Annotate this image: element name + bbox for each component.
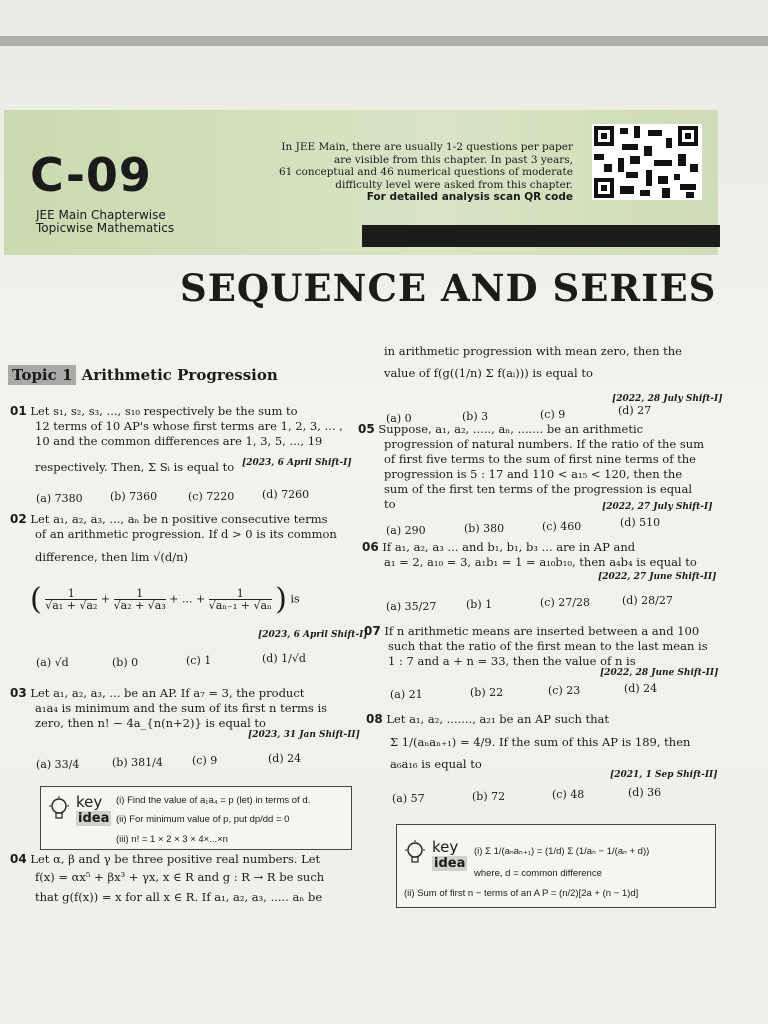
q02-option-d[interactable]: (d) 1/√d	[262, 652, 306, 665]
q08-option-d[interactable]: (d) 36	[628, 786, 662, 799]
q06-option-c[interactable]: (c) 27/28	[540, 596, 590, 609]
q08-option-a[interactable]: (a) 57	[392, 792, 425, 805]
q04-option-d[interactable]: (d) 27	[618, 404, 652, 417]
q05-option-d[interactable]: (d) 510	[620, 516, 661, 529]
q05-option-b[interactable]: (b) 380	[464, 522, 505, 535]
topic-name: Arithmetic Progression	[81, 366, 278, 384]
question-08-ref: [2021, 1 Sep Shift-II]	[610, 770, 718, 780]
q03-option-a[interactable]: (a) 33/4	[36, 758, 80, 771]
q05-option-c[interactable]: (c) 460	[542, 520, 582, 533]
qr-cta: For detailed analysis scan QR code	[366, 191, 573, 203]
question-06-ref: [2022, 27 June Shift-II]	[598, 572, 717, 582]
question-04-ref: [2022, 28 July Shift-I]	[612, 394, 723, 404]
q07-option-c[interactable]: (c) 23	[548, 684, 581, 697]
question-04-cont: in arithmetic progression with mean zero, then the value of f(g((1/n) Σ f(aᵢ))) is equal to	[384, 344, 682, 380]
key2-point-i: (i) Σ 1/(aₙaₙ₊₁) = (1/d) Σ (1/aₙ − 1/(aₙ + d))	[474, 846, 650, 857]
q02-option-b[interactable]: (b) 0	[112, 656, 139, 669]
book-subtitle: JEE Main Chapterwise Topicwise Mathematics	[36, 208, 175, 235]
question-02: 02 Let a₁, a₂, a₃, ..., aₙ be n positive consecutive terms of an arithmetic progression. If d > 0 is its common difference, then lim √(d/n)	[10, 512, 337, 564]
top-edge-shadow	[0, 36, 768, 46]
q07-option-a[interactable]: (a) 21	[390, 688, 423, 701]
question-03-ref: [2023, 31 Jan Shift-II]	[248, 730, 360, 740]
key-idea-label-1: key idea	[76, 793, 110, 826]
question-06: 06 If a₁, a₂, a₃ ... and b₁, b₁, b₃ ... are in AP and a₁ = 2, a₁₀ = 3, a₁b₁ = 1 = a₁₀b₁₀, then a₄b₄ is equal to	[362, 540, 697, 569]
question-05: 05 Suppose, a₁, a₂, ....., aₙ, ....... be an arithmetic progression of natural numbers. If the ratio of the sum of first five terms to the sum of first nine terms of the progression is 5 : 17 and 110 < a₁₅ < 120, then the sum of the first ten terms of the progression is equal to	[358, 422, 705, 511]
q06-option-a[interactable]: (a) 35/27	[386, 600, 437, 613]
q01-option-d[interactable]: (d) 7260	[262, 488, 310, 501]
q06-option-b[interactable]: (b) 1	[466, 598, 493, 611]
lightbulb-icon	[404, 840, 426, 866]
question-07-ref: [2022, 28 June Shift-II]	[600, 668, 719, 678]
topic-heading	[8, 366, 278, 384]
q01-option-c[interactable]: (c) 7220	[188, 490, 235, 503]
q07-option-b[interactable]: (b) 22	[470, 686, 504, 699]
q03-option-c[interactable]: (c) 9	[192, 754, 218, 767]
key1-point-iii: (iii) n! = 1 × 2 × 3 × 4×...×n	[116, 834, 228, 845]
key2-point-ii: (ii) Sum of first n − terms of an A P = (n/2)[2a + (n − 1)d]	[404, 888, 639, 899]
q08-option-c[interactable]: (c) 48	[552, 788, 585, 801]
question-01-stem: respectively. Then, Σ Sᵢ is equal to	[35, 460, 235, 474]
chapter-info: In JEE Main, there are usually 1-2 questions per paper are visible from this chapter. In past 3 years, 61 conceptual and 46 numerical questions of moderate difficulty level were asked from this chapter. For detailed analysis scan QR code	[278, 141, 573, 203]
q02-option-a[interactable]: (a) √d	[36, 656, 69, 669]
q06-option-d[interactable]: (d) 28/27	[622, 594, 673, 607]
chapter-code: C-09	[30, 148, 152, 202]
question-08: 08 Let a₁, a₂, ......., a₂₁ be an AP such that Σ 1/(aₙaₙ₊₁) = 4/9. If the sum of this AP is 189, then a₆a₁₆ is equal to	[366, 712, 691, 771]
q04-option-c[interactable]: (c) 9	[540, 408, 566, 421]
q01-option-a[interactable]: (a) 7380	[36, 492, 83, 505]
key-idea-label-2: key idea	[432, 838, 466, 871]
q01-option-b[interactable]: (b) 7360	[110, 490, 158, 503]
q04-option-a[interactable]: (a) 0	[386, 412, 412, 425]
topic-label: Topic 1	[8, 365, 76, 385]
q03-option-d[interactable]: (d) 24	[268, 752, 302, 765]
question-07: 07 If n arithmetic means are inserted between a and 100 such that the ratio of the first mean to the last mean is 1 : 7 and a + n = 33, then the value of n is	[364, 624, 708, 668]
question-03: 03 Let a₁, a₂, a₃, ... be an AP. If a₇ = 3, the product a₁a₄ is minimum and the sum of its first n terms is zero, then n! − 4a_{n(n+2)} is equal to	[10, 686, 328, 730]
q02-option-c[interactable]: (c) 1	[186, 654, 212, 667]
key2-where: where, d = common difference	[474, 868, 602, 879]
lightbulb-icon	[48, 796, 70, 822]
chapter-title: SEQUENCE AND SERIES	[180, 266, 717, 310]
key1-point-i: (i) Find the value of a₁a₄ = p (let) in terms of d.	[116, 795, 311, 806]
question-01: 01 Let s₁, s₂, s₃, ..., s₁₀ respectively be the sum to 12 terms of 10 AP's whose first terms are 1, 2, 3, ... , 10 and the common differences are 1, 3, 5, ..., 19	[10, 404, 343, 448]
question-04: 04 Let α, β and γ be three positive real numbers. Let f(x) = αx⁵ + βx³ + γx, x ∈ R and g : R → R be such that g(f(x)) = x for all x ∈ R. If a₁, a₂, a₃, ..... aₙ be	[10, 852, 325, 904]
q08-option-b[interactable]: (b) 72	[472, 790, 506, 803]
q07-option-d[interactable]: (d) 24	[624, 682, 658, 695]
question-05-ref: [2022, 27 July Shift-I]	[602, 502, 713, 512]
question-01-ref: [2023, 6 April Shift-I]	[242, 458, 352, 468]
qr-code[interactable]	[592, 124, 702, 200]
key1-point-ii: (ii) For minimum value of p, put dp/dd = 0	[116, 814, 290, 825]
question-02-ref: [2023, 6 April Shift-I]	[258, 630, 368, 640]
q04-option-b[interactable]: (b) 3	[462, 410, 489, 423]
q05-option-a[interactable]: (a) 290	[386, 524, 426, 537]
question-02-series: ( $\frac{1}{\text{√a₁ + √a₂}}$ + $\frac{1}{\text{√a₂ + √a₃}}$ + ... + $\frac{1}{\text{√aₙ₋₁ + √aₙ}}$ ) is	[30, 582, 300, 617]
banner-black-bar	[362, 225, 720, 247]
q03-option-b[interactable]: (b) 381/4	[112, 756, 163, 769]
